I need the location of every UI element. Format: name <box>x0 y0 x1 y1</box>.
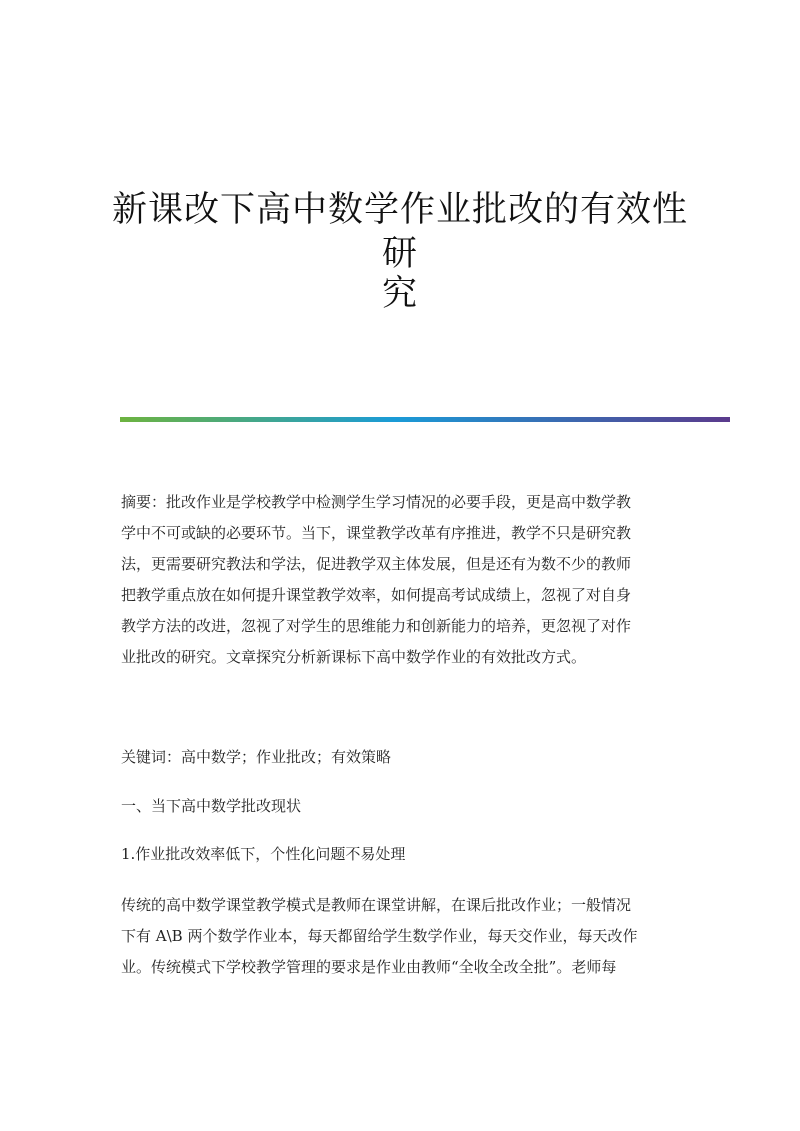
abstract-line: 教学方法的改进，忽视了对学生的思维能力和创新能力的培养，更忽视了对作 <box>121 617 632 635</box>
paragraph-line: 下有 A\B 两个数学作业本，每天都留给学生数学作业，每天交作业，每天改作 <box>121 927 638 945</box>
abstract-line: 学中不可或缺的必要环节。当下，课堂教学改革有序推进，教学不只是研究教 <box>121 524 632 542</box>
paragraph-line: 业。传统模式下学校教学管理的要求是作业由教师“全收全改全批”。老师每 <box>121 958 617 976</box>
abstract-line: 业批改的研究。文章探究分析新课标下高中数学作业的有效批改方式。 <box>121 648 587 666</box>
body-paragraph <box>121 890 681 983</box>
abstract-line: 摘要：批改作业是学校教学中检测学生学习情况的必要手段，更是高中数学教 <box>121 493 632 511</box>
section-heading: 一、当下高中数学批改现状 <box>121 797 302 815</box>
subsection-heading: 1.作业批改效率低下，个性化问题不易处理 <box>121 845 406 863</box>
paper-title-line-2: 究 <box>381 274 418 314</box>
abstract-line: 法，更需要研究教法和学法，促进教学双主体发展，但是还有为数不少的教师 <box>121 555 632 573</box>
title-divider <box>120 417 730 422</box>
abstract-line: 把教学重点放在如何提升课堂教学效率，如何提高考试成绩上，忽视了对自身 <box>121 586 632 604</box>
paper-title-line-1: 新课改下高中数学作业批改的有效性研 <box>111 190 688 274</box>
keywords: 关键词：高中数学；作业批改；有效策略 <box>121 748 392 766</box>
paragraph-line: 传统的高中数学课堂教学模式是教师在课堂讲解，在课后批改作业；一般情况 <box>121 896 632 914</box>
abstract <box>121 487 681 673</box>
